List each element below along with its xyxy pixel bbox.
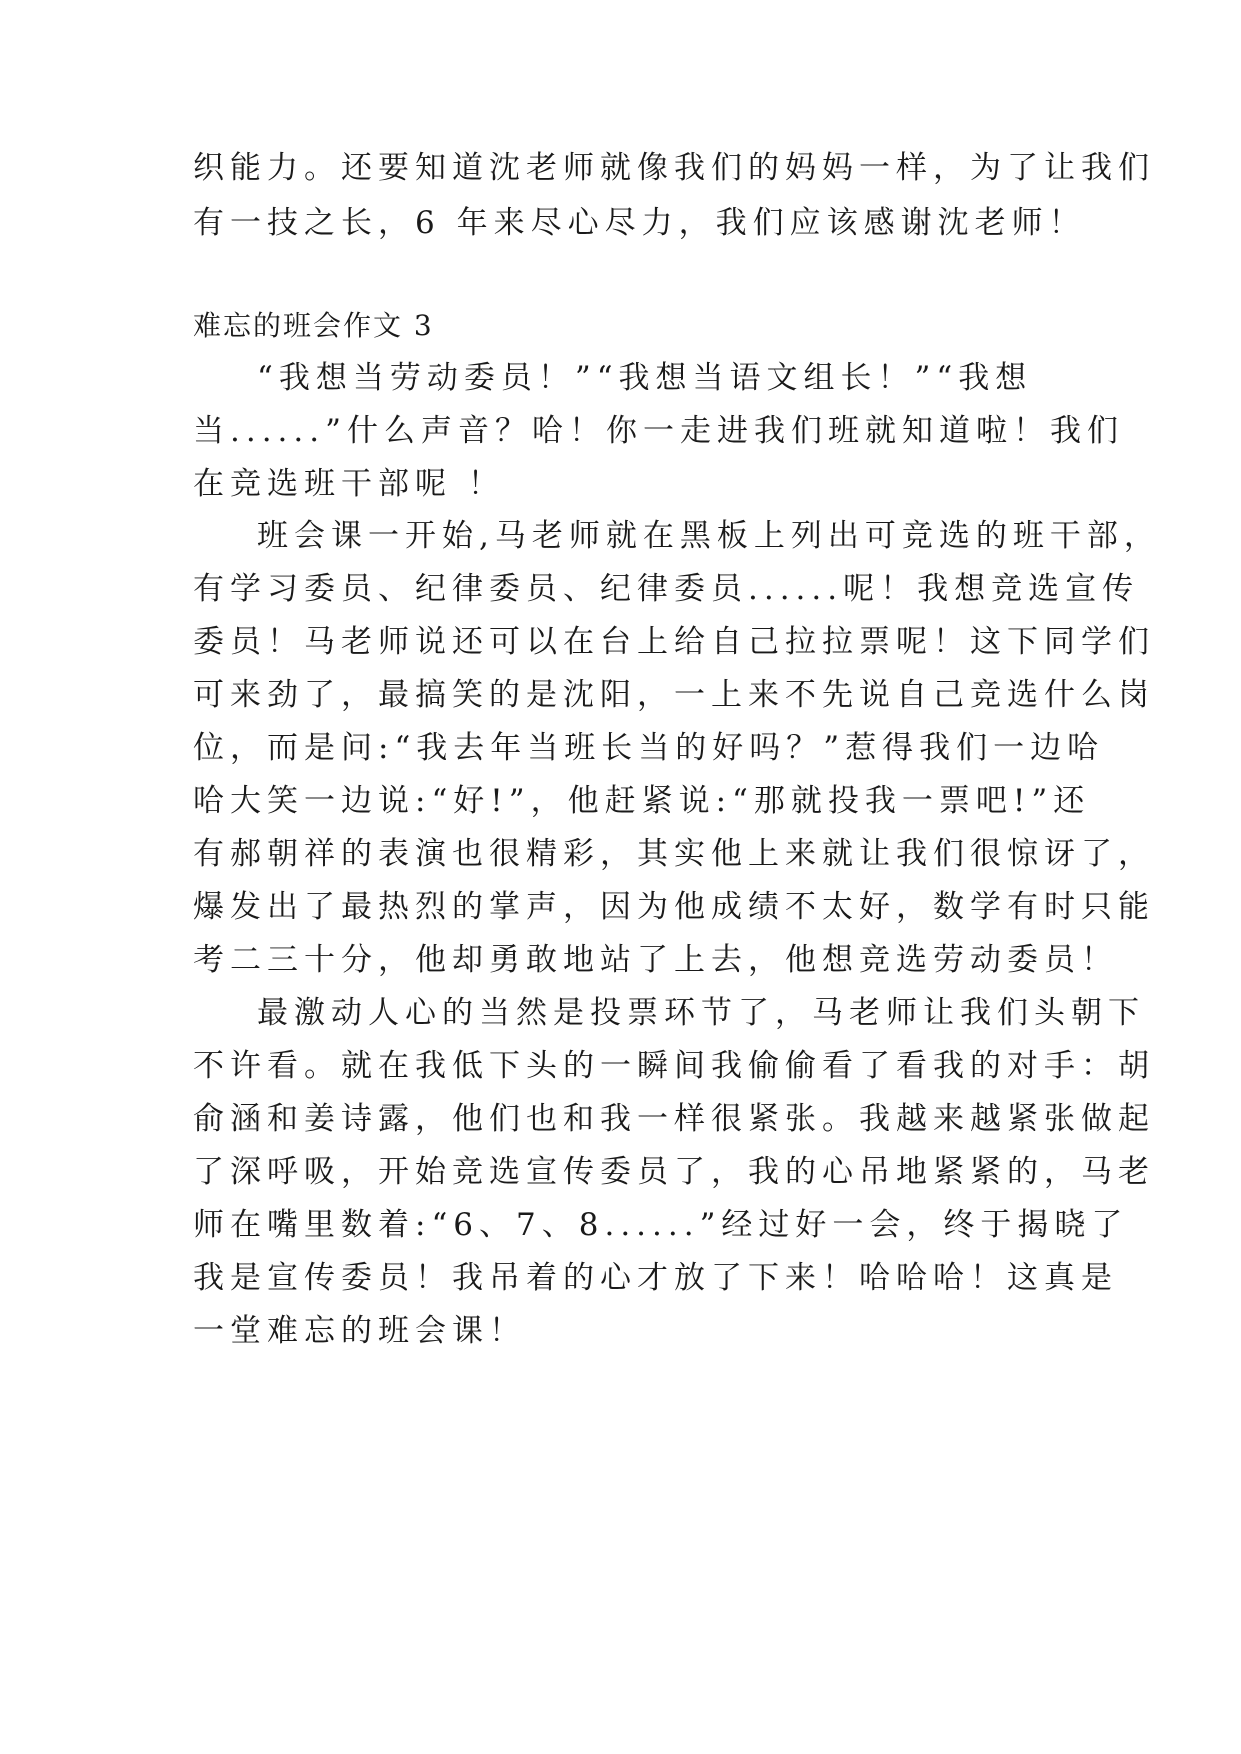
text-line: 最激动人心的当然是投票环节了，马老师让我们头朝下 bbox=[257, 995, 1145, 1031]
text-line: 在竞选班干部呢 ！ bbox=[193, 466, 505, 502]
text-line: 当......”什么声音？哈！你一走进我们班就知道啦！我们 bbox=[193, 413, 1124, 449]
text-line: 织能力。还要知道沈老师就像我们的妈妈一样，为了让我们 bbox=[193, 150, 1155, 186]
text-line: 哈大笑一边说:“好!”，他赶紧说:“那就投我一票吧!”还 bbox=[193, 783, 1091, 819]
text-line: 班会课一开始,马老师就在黑板上列出可竞选的班干部， bbox=[257, 518, 1161, 554]
text-line: 一堂难忘的班会课！ bbox=[193, 1313, 526, 1349]
text-line: 有一技之长，6 年来尽心尽力，我们应该感谢沈老师！ bbox=[193, 205, 1086, 241]
text-line: 有郝朝祥的表演也很精彩，其实他上来就让我们很惊讶了， bbox=[193, 836, 1155, 872]
essay-title: 难忘的班会作文 3 bbox=[193, 309, 434, 342]
text-line: 委员！马老师说还可以在台上给自己拉拉票呢！这下同学们 bbox=[193, 624, 1155, 660]
text-line: 我是宣传委员！我吊着的心才放了下来！哈哈哈！这真是 bbox=[193, 1260, 1118, 1296]
text-line: 师在嘴里数着:“6、7、8......”经过好一会，终于揭晓了 bbox=[193, 1207, 1129, 1243]
text-line: 考二三十分，他却勇敢地站了上去，他想竞选劳动委员！ bbox=[193, 942, 1118, 978]
text-line: 可来劲了，最搞笑的是沈阳，一上来不先说自己竞选什么岗 bbox=[193, 677, 1155, 713]
text-line: 爆发出了最热烈的掌声，因为他成绩不太好，数学有时只能 bbox=[193, 889, 1155, 925]
text-line: “我想当劳动委员！”“我想当语文组长！”“我想 bbox=[257, 360, 1033, 396]
text-line: 俞涵和姜诗露，他们也和我一样很紧张。我越来越紧张做起 bbox=[193, 1101, 1155, 1137]
text-line: 位，而是问:“我去年当班长当的好吗？”惹得我们一边哈 bbox=[193, 730, 1105, 766]
text-line: 有学习委员、纪律委员、纪律委员......呢！我想竞选宣传 bbox=[193, 571, 1140, 607]
text-line: 了深呼吸，开始竞选宣传委员了，我的心吊地紧紧的，马老 bbox=[193, 1154, 1155, 1190]
text-line: 不许看。就在我低下头的一瞬间我偷偷看了看我的对手：胡 bbox=[193, 1048, 1155, 1084]
